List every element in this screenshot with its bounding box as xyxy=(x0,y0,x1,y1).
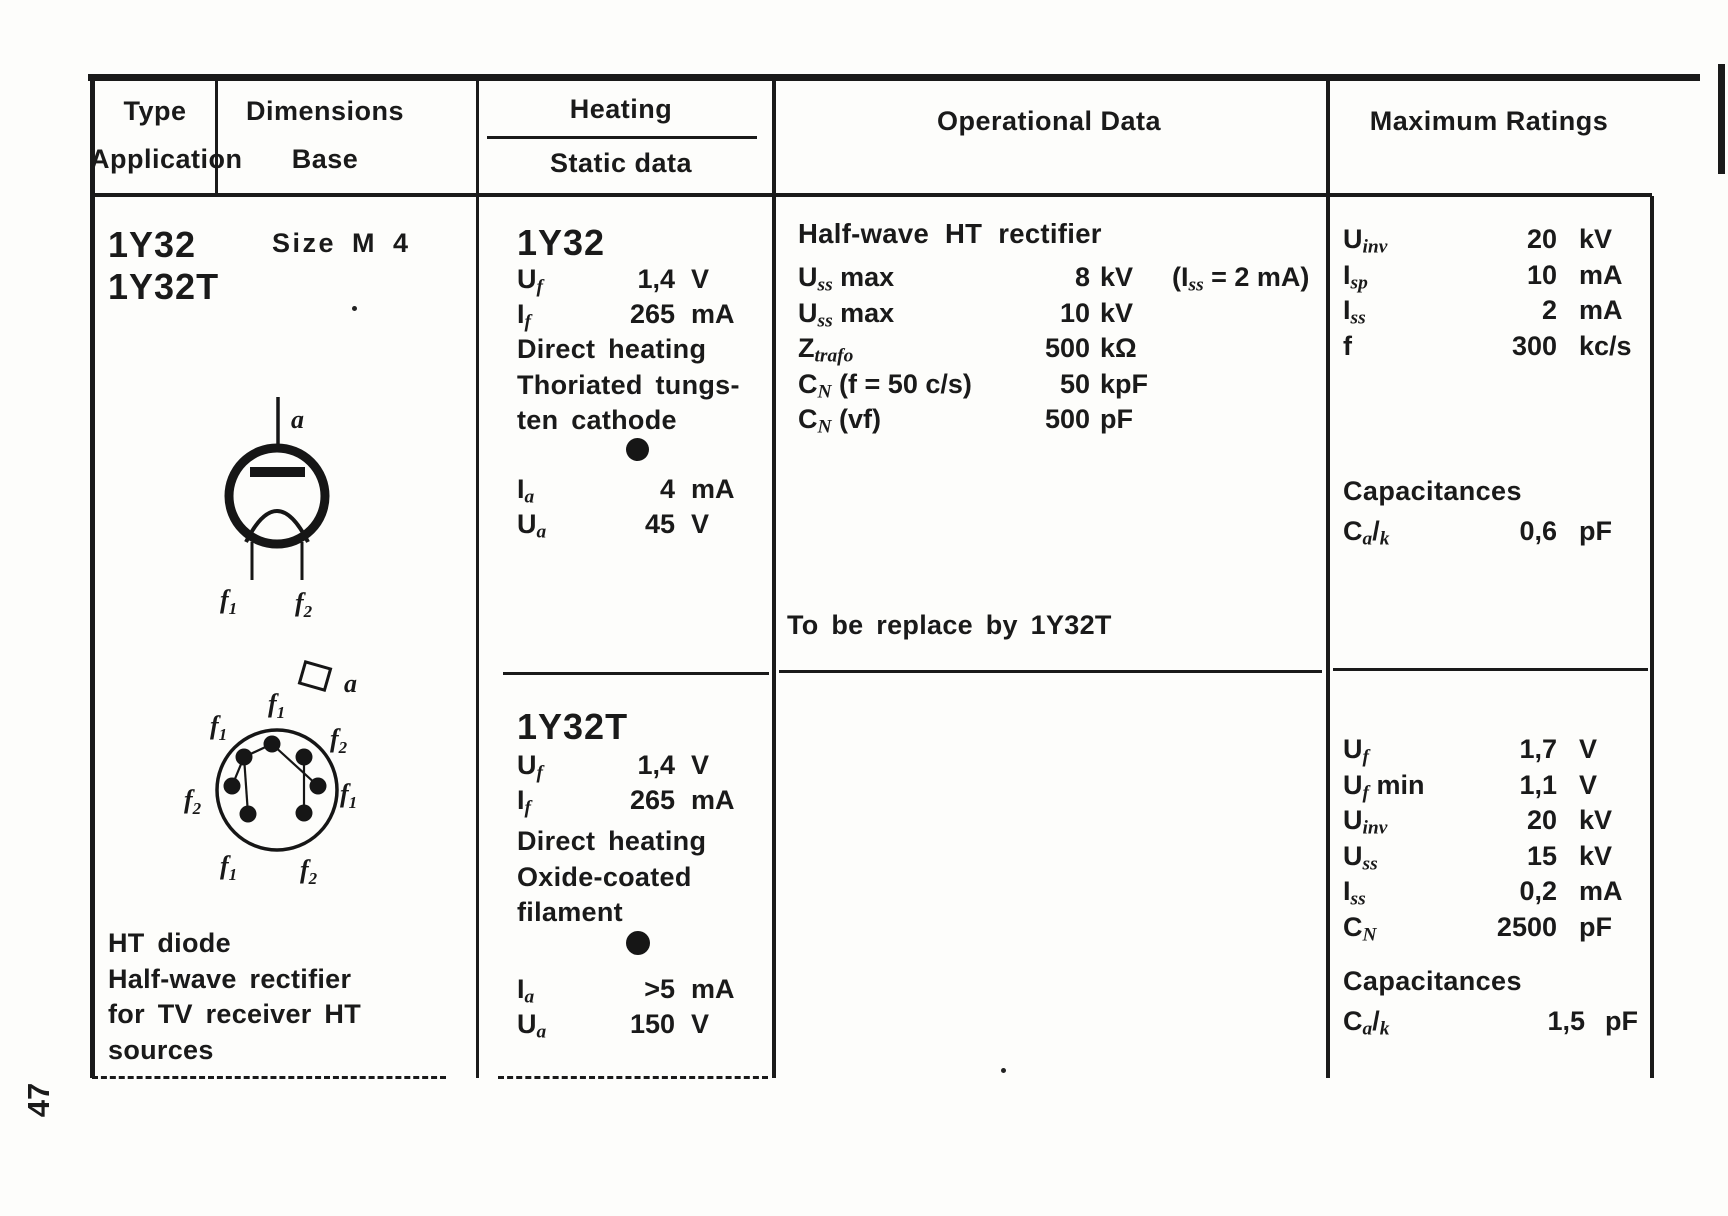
spec-label: $I_{ss}$ xyxy=(1343,295,1366,329)
description-line: Oxide-coated xyxy=(517,861,692,892)
spec-unit: V xyxy=(691,1009,710,1039)
column-divider-type-dimensions xyxy=(215,81,218,193)
anode-lead-label: a xyxy=(291,405,304,434)
spec-row xyxy=(1343,329,1632,365)
spec-unit: mA xyxy=(691,785,735,815)
tube-envelope xyxy=(229,448,325,544)
spec-label: $I_a$ xyxy=(517,974,535,1008)
header-dimensions: Dimensions xyxy=(245,96,405,126)
spec-row xyxy=(517,1007,735,1042)
application-line: Half-wave rectifier xyxy=(108,963,352,994)
spec-unit: mA xyxy=(691,474,735,504)
spec-row xyxy=(1343,732,1623,768)
base-pin xyxy=(264,736,281,753)
spec-value: 10 xyxy=(1059,297,1090,328)
spec-unit: V xyxy=(1579,734,1598,764)
spec-value: 8 xyxy=(1074,262,1090,292)
spec-value: 0,6 xyxy=(1519,516,1557,546)
table-top-border xyxy=(88,74,1700,81)
spec-row xyxy=(798,331,1309,367)
header-application: Application xyxy=(90,144,243,174)
spec-row xyxy=(1343,1004,1638,1040)
spec-unit: pF xyxy=(1605,1006,1638,1036)
spec-label: $Z_{trafo}$ xyxy=(798,333,854,367)
spec-label: $I_{ss}$ xyxy=(1343,876,1366,910)
spec-value: 50 xyxy=(1059,368,1090,399)
spec-value: 1,4 xyxy=(637,750,675,780)
spec-value: 20 xyxy=(1526,805,1557,835)
static-1y32-rows xyxy=(517,472,735,542)
spec-row xyxy=(517,972,735,1007)
heating-1y32t-rows xyxy=(517,748,735,818)
filament-lead-label-f1: $f_1$ xyxy=(220,585,238,618)
spec-unit: kV xyxy=(1579,224,1613,254)
base-pin xyxy=(310,778,327,795)
spec-unit: mA xyxy=(1579,295,1623,325)
spec-row xyxy=(517,262,735,297)
application-description xyxy=(108,926,361,1068)
spec-unit: pF xyxy=(1579,911,1612,942)
spec-value: 150 xyxy=(629,1009,675,1039)
spec-unit: kc/s xyxy=(1579,330,1632,361)
static-data-bullet xyxy=(626,931,650,955)
spec-label: $C_a/_k$ xyxy=(1343,516,1390,550)
page-edge-mark xyxy=(1718,64,1725,174)
operational-heading: Half-wave HT rectifier xyxy=(798,218,1102,249)
base-pin-label-f1: $f_1$ xyxy=(220,851,238,884)
header-base: Base xyxy=(291,144,359,174)
keyway-mark xyxy=(299,662,330,690)
spec-label: $U_a$ xyxy=(517,1009,547,1043)
spec-row xyxy=(798,367,1309,403)
max-ratings-1y32-rows xyxy=(1343,222,1632,364)
spec-value: 4 xyxy=(659,474,675,504)
spec-unit: mA xyxy=(691,299,735,329)
replacement-note-wrap xyxy=(787,608,1112,643)
spec-row xyxy=(517,748,735,783)
spec-unit: pF xyxy=(1579,516,1612,546)
spec-row xyxy=(1343,514,1612,550)
spec-unit: kV xyxy=(1100,262,1134,292)
header-bottom-border xyxy=(90,193,1652,197)
spec-row xyxy=(1343,803,1623,839)
header-maximum-ratings: Maximum Ratings xyxy=(1369,106,1609,136)
spec-row xyxy=(1343,222,1632,258)
spec-value: 500 xyxy=(1044,333,1090,363)
static-data-bullet xyxy=(626,438,649,461)
description-line: Direct heating xyxy=(517,334,707,364)
spec-row xyxy=(798,260,1309,296)
base-pin-label-f2: $f_2$ xyxy=(184,785,202,818)
spec-value: 500 xyxy=(1044,404,1090,434)
spec-value: 1,5 xyxy=(1547,1006,1585,1036)
heating-1y32t-description xyxy=(517,824,706,931)
spec-row xyxy=(1343,839,1623,875)
application-line: HT diode xyxy=(108,928,231,958)
spec-value: >5 xyxy=(644,974,675,1004)
size-label: Size M 4 xyxy=(272,228,411,258)
tube-type-1y32: 1Y32 xyxy=(108,224,197,265)
base-pin-label-f1: $f_1$ xyxy=(340,779,358,812)
spec-row xyxy=(798,402,1309,438)
spec-value: 45 xyxy=(644,509,675,539)
spec-label: $U_{ss}$ max xyxy=(798,297,895,331)
spec-row xyxy=(1343,293,1632,329)
spec-label: $I_f$ xyxy=(517,299,531,333)
heating-title-1y32t: 1Y32T xyxy=(517,706,629,747)
application-line: for TV receiver HT xyxy=(108,999,361,1029)
base-pin-label-f1: $f_1$ xyxy=(268,689,286,722)
spec-label: $U_f$ xyxy=(517,264,543,298)
spec-label: $I_{sp}$ xyxy=(1343,259,1368,293)
spec-unit: mA xyxy=(1579,876,1623,906)
spec-label: $C_a/_k$ xyxy=(1343,1006,1390,1040)
section-divider-operational xyxy=(779,670,1322,673)
header-operational-data: Operational Data xyxy=(936,106,1162,136)
spec-label: $U_{ss}$ xyxy=(1343,840,1378,874)
application-line: sources xyxy=(108,1034,214,1065)
scan-speck xyxy=(352,306,357,311)
spec-label: $C_N$ (vf) xyxy=(798,404,882,438)
table-bottom-border-left xyxy=(92,1076,446,1079)
description-line: Thoriated tungs- xyxy=(517,369,740,400)
spec-unit: pF xyxy=(1100,404,1133,434)
operational-rows xyxy=(798,260,1309,438)
base-pinout-diagram xyxy=(168,645,383,895)
base-pin-label-f1: $f_1$ xyxy=(210,711,228,744)
spec-unit: V xyxy=(691,750,710,780)
filament-lead-label-f2: $f_2$ xyxy=(295,588,313,621)
tube-type-1y32t: 1Y32T xyxy=(108,266,220,307)
spec-condition: ($I_{ss} = 2$ mA) xyxy=(1172,262,1310,296)
spec-label: $U_a$ xyxy=(517,509,547,543)
spec-label: $U_{inv}$ xyxy=(1343,224,1388,258)
spec-row xyxy=(517,507,735,542)
heating-1y32-description xyxy=(517,332,740,439)
column-divider-heating-operational xyxy=(772,81,776,1078)
spec-label: $U_{inv}$ xyxy=(1343,805,1388,839)
spec-unit: V xyxy=(691,264,710,294)
capacitance-1y32t xyxy=(1343,1004,1638,1040)
spec-value: 1,7 xyxy=(1519,734,1557,764)
description-line: Direct heating xyxy=(517,826,707,856)
heating-subheader-rule xyxy=(487,136,757,139)
spec-unit: kpF xyxy=(1100,368,1149,399)
spec-row xyxy=(798,296,1309,332)
spec-unit: kV xyxy=(1579,805,1613,835)
spec-unit: kV xyxy=(1100,297,1134,328)
spec-value: 1,1 xyxy=(1519,769,1557,800)
section-divider-heating xyxy=(503,672,769,675)
spec-value: 265 xyxy=(629,785,675,815)
base-pin xyxy=(240,806,257,823)
spec-row xyxy=(1343,258,1632,294)
base-pin-label-f2: $f_2$ xyxy=(330,724,348,757)
spec-value: 20 xyxy=(1526,224,1557,254)
spec-label: $U_{ss}$ max xyxy=(798,262,895,296)
spec-unit: kΩ xyxy=(1100,333,1137,363)
spec-value: 1,4 xyxy=(637,264,675,294)
base-pin-label-f2: $f_2$ xyxy=(300,855,318,888)
spec-row xyxy=(517,297,735,332)
description-line: filament xyxy=(517,897,623,927)
spec-label: $U_f$ min xyxy=(1343,769,1425,803)
section-divider-maximum xyxy=(1333,668,1648,671)
capacitances-heading: Capacitances xyxy=(1343,966,1522,996)
spec-unit: V xyxy=(1579,769,1598,800)
scan-speck xyxy=(1001,1068,1006,1073)
page-number: 47 xyxy=(21,1082,57,1118)
spec-label: $I_a$ xyxy=(517,474,535,508)
column-divider-operational-maximum xyxy=(1326,81,1330,1078)
spec-unit: mA xyxy=(1579,259,1623,290)
max-ratings-1y32t-rows xyxy=(1343,732,1623,945)
spec-value: 300 xyxy=(1511,330,1557,361)
spec-label: $C_N$ (f = 50 c/s) xyxy=(798,368,972,402)
spec-label: f xyxy=(1343,330,1352,361)
table-left-border xyxy=(90,78,95,1078)
heating-1y32-rows xyxy=(517,262,735,332)
spec-unit: mA xyxy=(691,974,735,1004)
spec-label: $I_f$ xyxy=(517,785,531,819)
spec-label: $C_N$ xyxy=(1343,911,1377,945)
header-type: Type xyxy=(123,96,187,126)
spec-value: 2500 xyxy=(1496,911,1557,942)
description-line: ten cathode xyxy=(517,405,677,435)
static-1y32t-rows xyxy=(517,972,735,1042)
base-anode-label: a xyxy=(344,669,357,698)
heating-title-1y32: 1Y32 xyxy=(517,222,606,263)
spec-row xyxy=(1343,768,1623,804)
spec-row xyxy=(517,783,735,818)
capacitances-heading: Capacitances xyxy=(1343,476,1522,506)
spec-unit: V xyxy=(691,509,710,539)
spec-row xyxy=(517,472,735,507)
column-divider-dimensions-heating xyxy=(476,81,479,1078)
spec-value: 2 xyxy=(1541,295,1557,325)
base-pin xyxy=(236,749,253,766)
header-static-data: Static data xyxy=(549,148,693,178)
tube-symbol-diagram xyxy=(180,393,340,621)
spec-label: $U_f$ xyxy=(517,750,543,784)
table-bottom-border-heating xyxy=(498,1076,768,1079)
spec-row xyxy=(1343,874,1623,910)
spec-value: 15 xyxy=(1526,840,1557,871)
capacitance-1y32 xyxy=(1343,514,1612,550)
header-heating: Heating xyxy=(569,94,673,124)
spec-value: 265 xyxy=(629,299,675,329)
table-right-border xyxy=(1650,196,1654,1078)
replacement-note: To be replace by 1Y32T xyxy=(787,610,1112,640)
spec-value: 10 xyxy=(1526,259,1557,290)
spec-unit: kV xyxy=(1579,840,1613,871)
base-pin xyxy=(296,749,313,766)
base-pin xyxy=(296,805,313,822)
spec-value: 0,2 xyxy=(1519,876,1557,906)
spec-row xyxy=(1343,910,1623,946)
base-pin xyxy=(224,778,241,795)
spec-label: $U_f$ xyxy=(1343,734,1369,768)
